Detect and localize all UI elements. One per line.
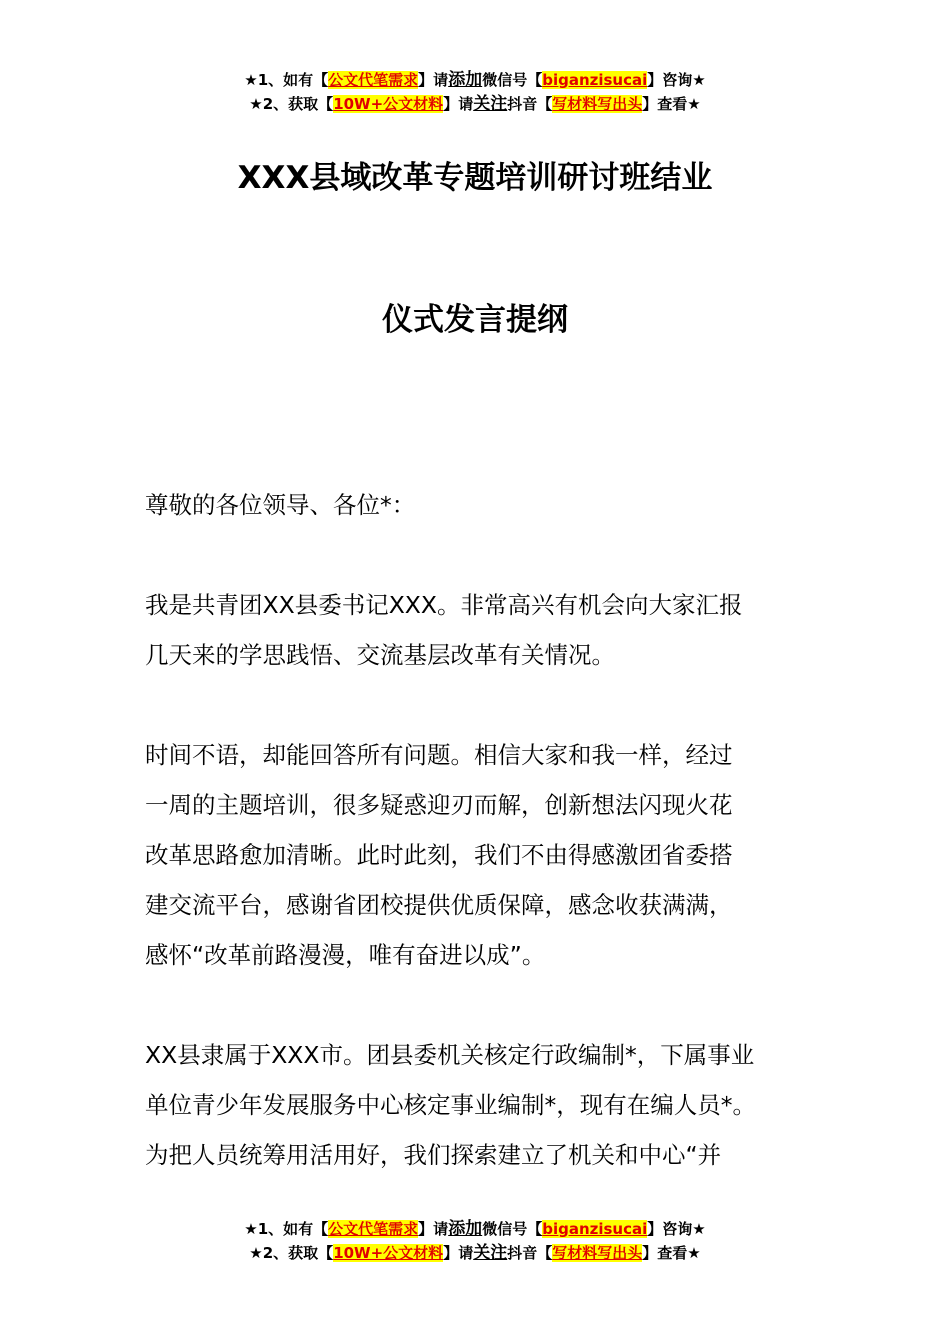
douyin-id: 写材料写出头 — [552, 1244, 643, 1262]
text: ★2、获取【 — [249, 95, 334, 113]
paragraph-line: 为把人员统筹用活用好，我们探索建立了机关和中心“并 — [145, 1141, 722, 1169]
text: ★1、如有【 — [244, 71, 329, 89]
text: 微信号【 — [482, 71, 543, 89]
text: 】请 — [418, 1220, 449, 1238]
paragraph-line: 几天来的学思践悟、交流基层改革有关情况。 — [145, 641, 615, 669]
text: 抖音【 — [507, 95, 553, 113]
doc-body — [145, 480, 845, 1180]
paragraph-line: 时间不语，却能回答所有问题。相信大家和我一样，经过 — [145, 741, 733, 769]
underline-text: 关注 — [473, 1243, 508, 1263]
highlight: 公文代笔需求 — [328, 71, 419, 89]
promo-line-1 — [0, 68, 950, 92]
wechat-id: biganzisucai — [542, 1220, 648, 1238]
promo-line-2 — [0, 92, 950, 116]
text: 】咨询★ — [647, 71, 706, 89]
text: 】咨询★ — [647, 1220, 706, 1238]
highlight: 10W+公文材料 — [333, 95, 444, 113]
promo-line-2 — [0, 1241, 950, 1265]
paragraph-line: 单位青少年发展服务中心核定事业编制*，现有在编人员*。 — [145, 1091, 756, 1119]
paragraph-line: 一周的主题培训，很多疑惑迎刃而解，创新想法闪现火花 — [145, 791, 733, 819]
paragraph-line: 我是共青团XX县委书记XXX。非常高兴有机会向大家汇报 — [145, 591, 743, 619]
highlight: 公文代笔需求 — [328, 1220, 419, 1238]
salutation: 尊敬的各位领导、各位*： — [145, 491, 416, 519]
text: 抖音【 — [507, 1244, 553, 1262]
text: 】请 — [443, 1244, 474, 1262]
promo-banner-bottom — [0, 1217, 950, 1265]
text: 微信号【 — [482, 1220, 543, 1238]
doc-title-line-2: 仪式发言提纲 — [382, 302, 568, 338]
underline-text: 添加 — [448, 70, 483, 90]
text: ★1、如有【 — [244, 1220, 329, 1238]
douyin-id: 写材料写出头 — [552, 95, 643, 113]
text: 】请 — [418, 71, 449, 89]
wechat-id: biganzisucai — [542, 71, 648, 89]
text: 】查看★ — [642, 1244, 701, 1262]
promo-banner-top — [0, 68, 950, 116]
doc-title-line-1: XXX县域改革专题培训研讨班结业 — [237, 160, 713, 196]
text: ★2、获取【 — [249, 1244, 334, 1262]
paragraph-line: 建交流平台，感谢省团校提供优质保障，感念收获满满， — [145, 891, 733, 919]
paragraph-line: XX县隶属于XXX市。团县委机关核定行政编制*，下属事业 — [145, 1041, 755, 1069]
promo-line-1 — [0, 1217, 950, 1241]
text: 】查看★ — [642, 95, 701, 113]
underline-text: 添加 — [448, 1219, 483, 1239]
paragraph-line: 感怀“改革前路漫漫，唯有奋进以成”。 — [145, 941, 546, 969]
underline-text: 关注 — [473, 94, 508, 114]
paragraph-line: 改革思路愈加清晰。此时此刻，我们不由得感激团省委搭 — [145, 841, 733, 869]
highlight: 10W+公文材料 — [333, 1244, 444, 1262]
text: 】请 — [443, 95, 474, 113]
